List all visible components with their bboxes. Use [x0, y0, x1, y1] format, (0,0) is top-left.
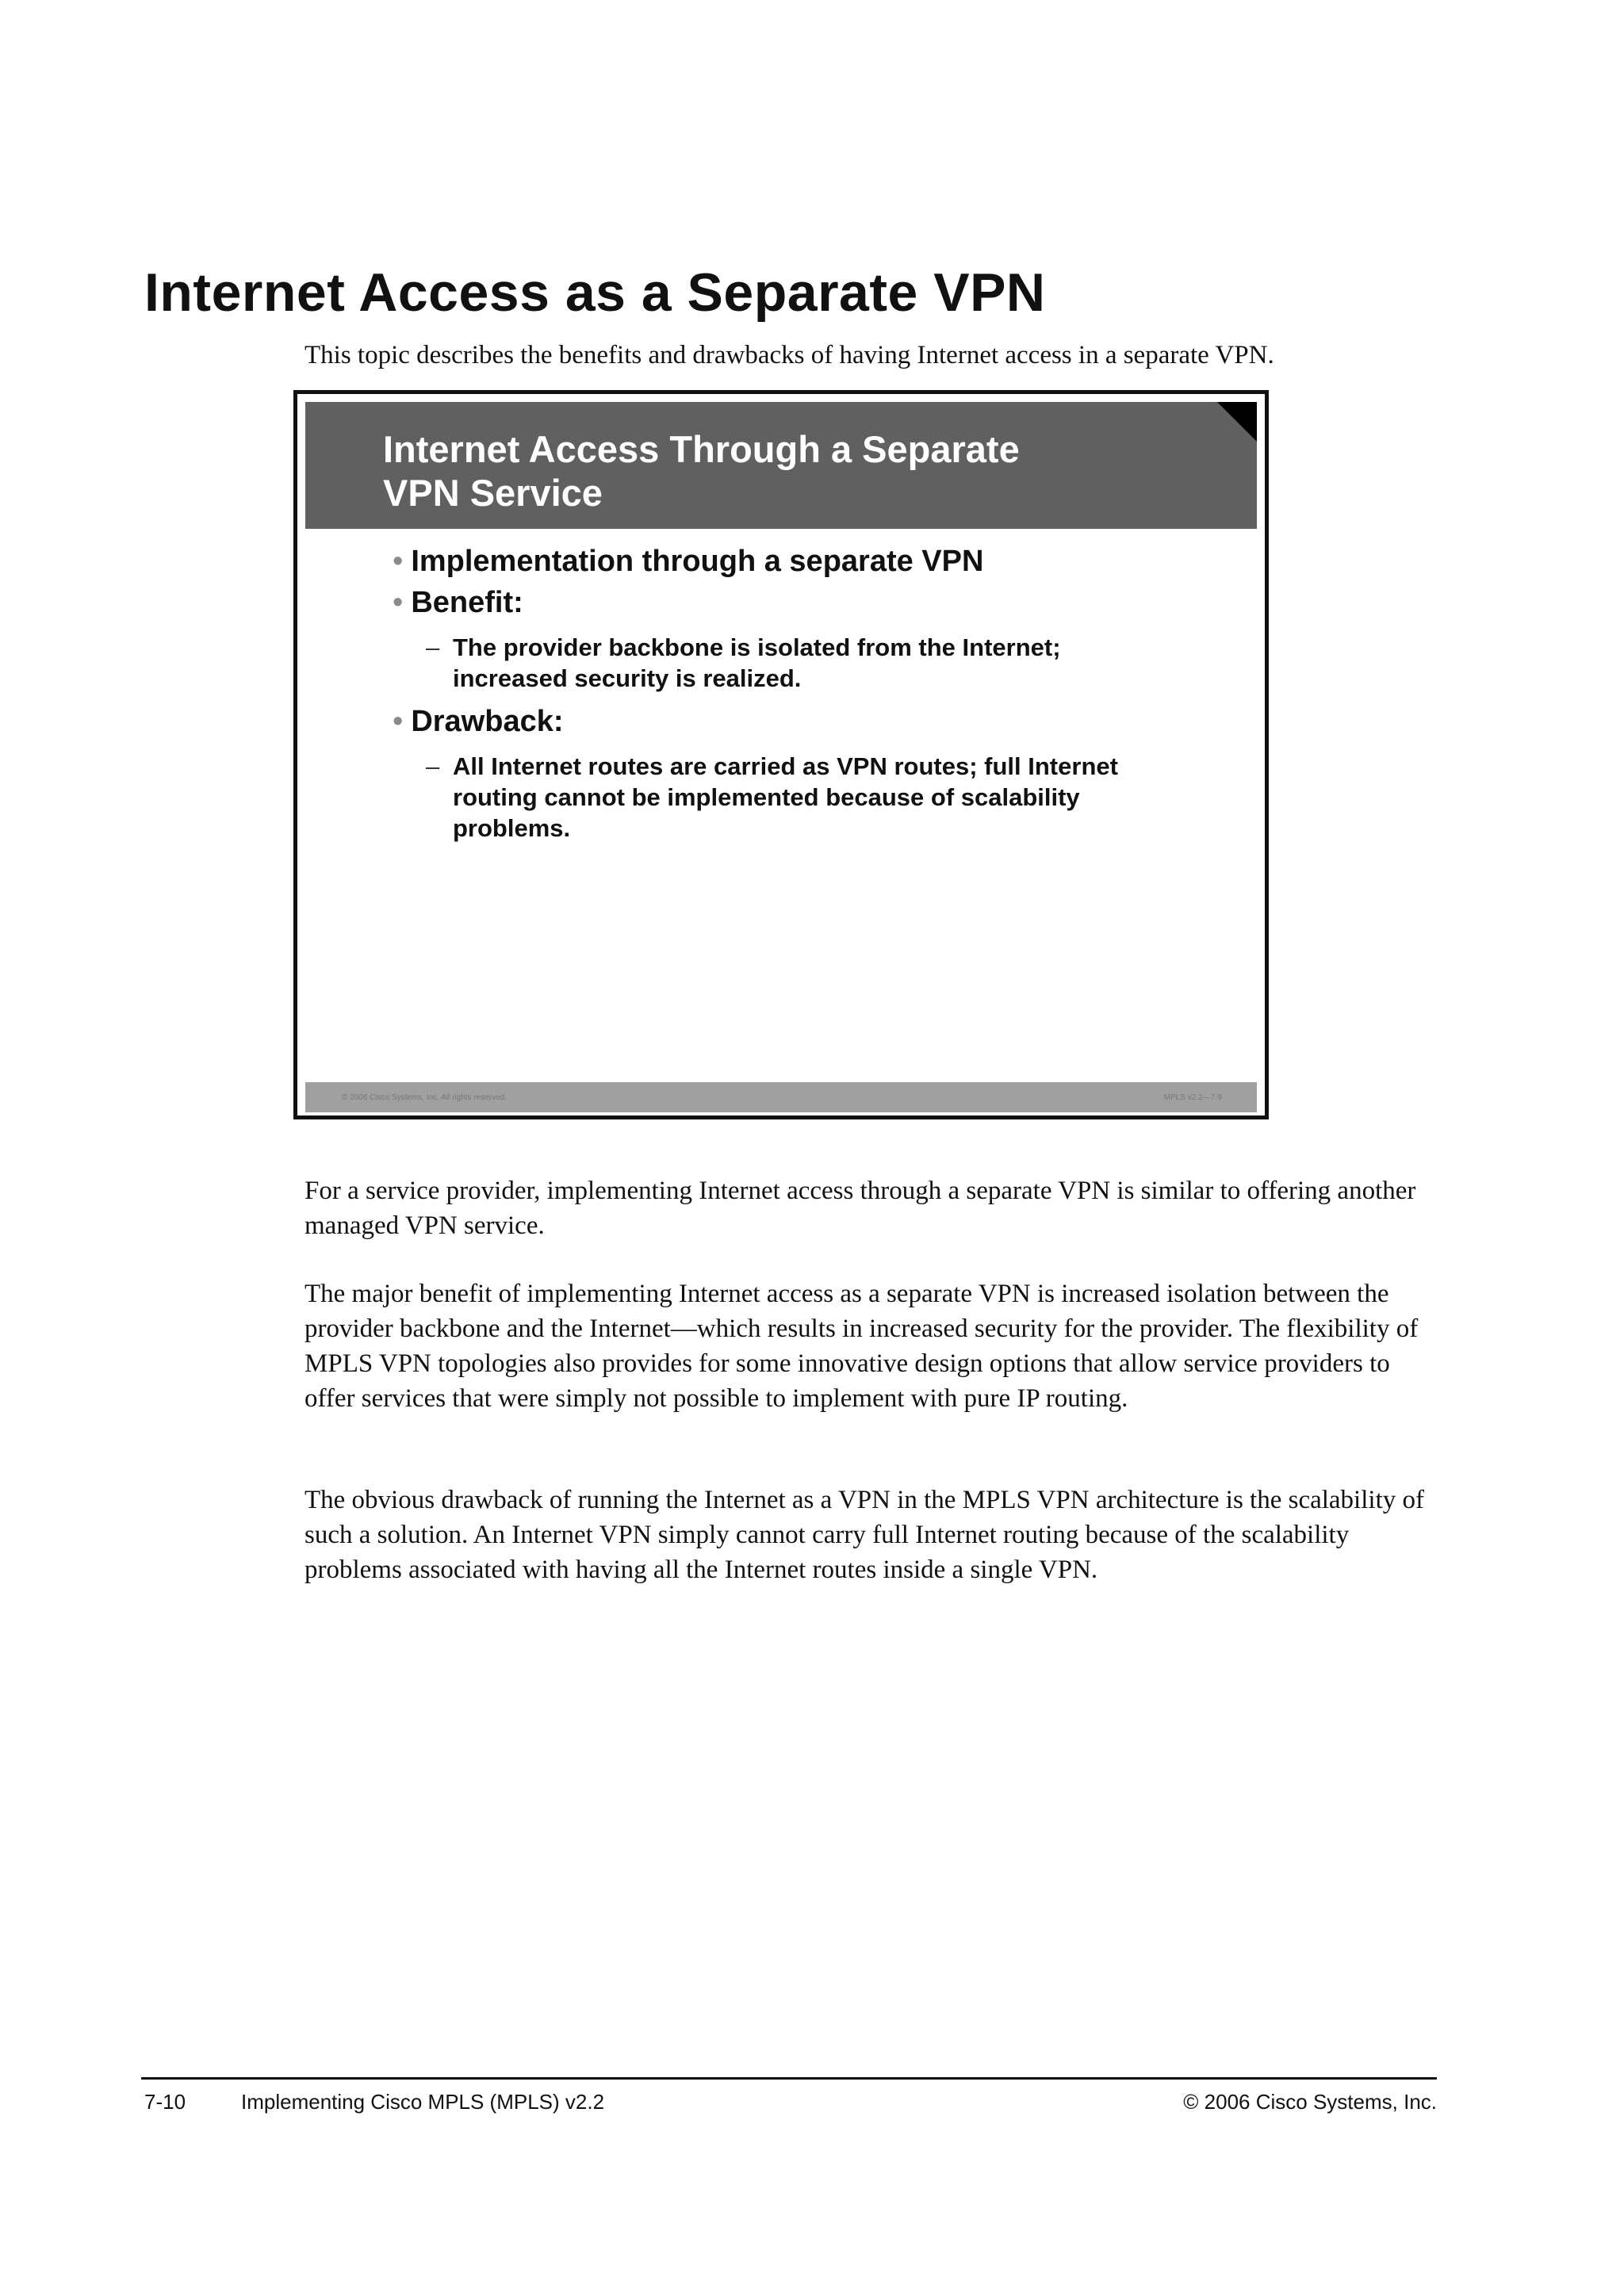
footer-rule — [141, 2077, 1437, 2080]
slide-title — [383, 427, 1020, 515]
sub-bullet-benefit — [426, 632, 1139, 694]
slide-number: MPLS v2.2—7-9 — [1163, 1093, 1222, 1102]
footer-copyright: © 2006 Cisco Systems, Inc. — [1183, 2090, 1437, 2114]
bullet-implementation — [393, 545, 983, 579]
page-number: 7-10 — [144, 2090, 186, 2114]
course-title: Implementing Cisco MPLS (MPLS) v2.2 — [241, 2090, 605, 2114]
bullet-text: Implementation through a separate VPN — [411, 545, 984, 578]
sub-bullet-drawback — [426, 751, 1139, 844]
slide-footer — [305, 1082, 1257, 1112]
sub-bullet-line: The provider backbone is isolated from the Internet; — [453, 633, 1061, 661]
dash-icon: – — [426, 752, 440, 780]
bullet-dot-icon: • — [393, 705, 404, 738]
sub-bullet-line: increased security is realized. — [453, 664, 802, 692]
bullet-drawback — [393, 705, 564, 739]
sub-bullet-line: All Internet routes are carried as VPN routes; full Internet — [453, 752, 1118, 780]
sub-bullet-line: problems. — [453, 814, 571, 842]
slide-header — [305, 402, 1257, 529]
bullet-dot-icon: • — [393, 586, 404, 619]
paragraph-1: For a service provider, implementing Internet access through a separate VPN is similar to offering another managed VPN service. — [304, 1177, 1416, 1240]
slide-copyright: © 2006 Cisco Systems, Inc. All rights reserved. — [342, 1093, 508, 1102]
page-heading: Internet Access as a Separate VPN — [144, 262, 1046, 323]
dash-icon: – — [426, 633, 440, 661]
bullet-benefit — [393, 586, 523, 620]
slide-figure — [293, 390, 1269, 1119]
topic-intro: This topic describes the benefits and drawbacks of having Internet access in a separate VPN. — [304, 341, 1274, 369]
paragraph-2: The major benefit of implementing Internet access as a separate VPN is increased isolation between the provider backbone and the Internet—which results in increased security for the provider. The flexibility of MPLS VPN topologies also provides for some innovative design options that allow service providers to offer services that were simply not possible to implement with pure IP routing. — [304, 1280, 1419, 1413]
slide-title-line2: VPN Service — [383, 472, 603, 514]
corner-triangle-icon — [1217, 402, 1257, 442]
bullet-text: Drawback: — [411, 705, 564, 738]
slide-title-line1: Internet Access Through a Separate — [383, 428, 1020, 470]
sub-bullet-line: routing cannot be implemented because of scalability — [453, 783, 1080, 811]
bullet-text: Benefit: — [411, 586, 523, 619]
paragraph-3: The obvious drawback of running the Internet as a VPN in the MPLS VPN architecture is the scalability of such a solution. An Internet VPN simply cannot carry full Internet routing because of the scalability problems associated with having all the Internet routes inside a single VPN. — [304, 1486, 1424, 1584]
bullet-dot-icon: • — [393, 545, 404, 578]
